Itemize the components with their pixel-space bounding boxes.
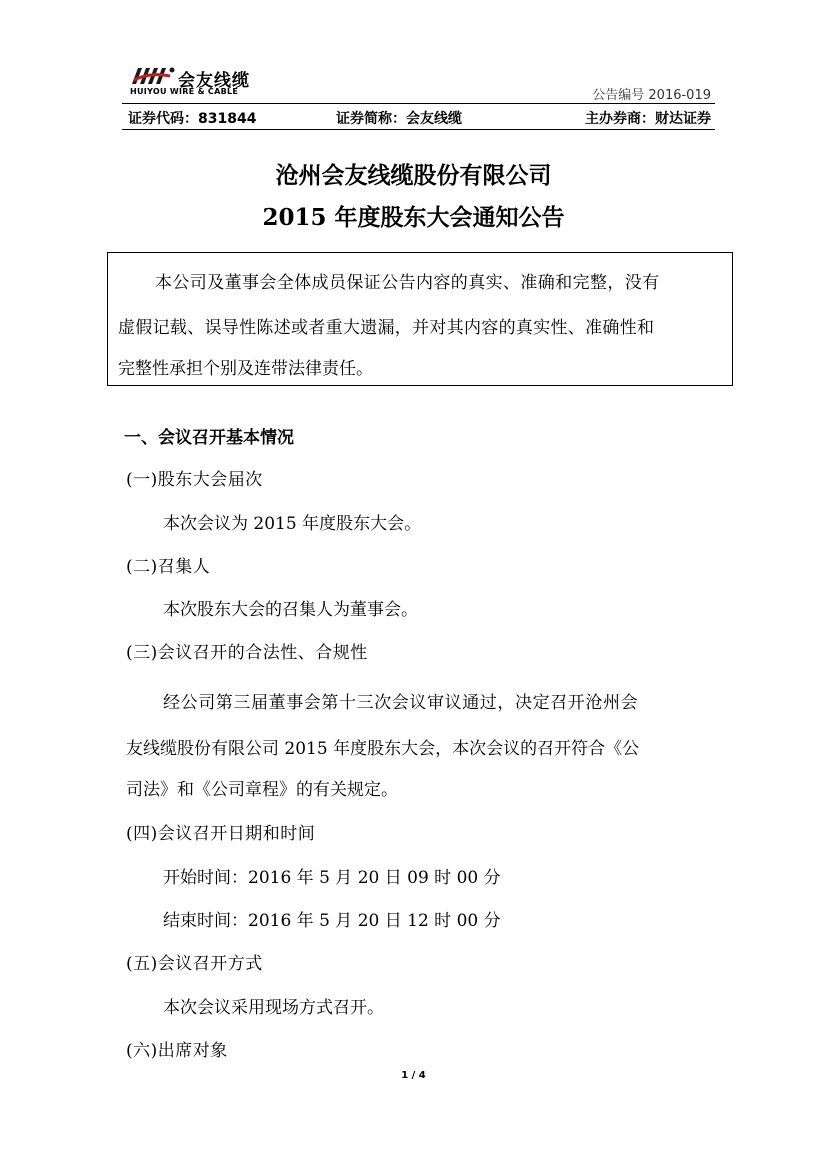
subsection-title: (二)召集人 (126, 557, 211, 577)
section-heading: 一、会议召开基本情况 (124, 428, 294, 448)
header-divider-bottom (122, 129, 715, 130)
subsection-title: (三)会议召开的合法性、合规性 (126, 643, 368, 663)
paragraph: 本次股东大会的召集人为董事会。 (163, 600, 418, 620)
document-title-company: 沧州会友线缆股份有限公司 (275, 162, 552, 189)
paragraph: 经公司第三届董事会第十三次会议审议通过，决定召开沧州会 (163, 693, 639, 713)
disclaimer-line: 本公司及董事会全体成员保证公告内容的真实、准确和完整，没有 (155, 273, 660, 293)
logo-name-cn: 会友线缆 (178, 71, 250, 91)
paragraph-continued: 友线缆股份有限公司 2015 年度股东大会，本次会议的召开符合《公 (126, 739, 640, 759)
announcement-number: 公告编号 2016-019 (592, 88, 711, 103)
subsection-title: (五)会议召开方式 (126, 954, 263, 974)
logo-name-en: HUIYOU WIRE & CABLE (130, 87, 239, 96)
subsection-title: (四)会议召开日期和时间 (126, 824, 316, 844)
sponsor-broker: 主办券商：财达证券 (585, 111, 711, 127)
subsection-title: (一)股东大会届次 (126, 470, 263, 490)
paragraph: 本次会议采用现场方式召开。 (163, 998, 384, 1018)
paragraph: 本次会议为 2015 年度股东大会。 (163, 514, 422, 534)
page-number: 1 / 4 (401, 1070, 426, 1081)
paragraph-continued: 司法》和《公司章程》的有关规定。 (126, 780, 398, 800)
end-time: 结束时间：2016 年 5 月 20 日 12 时 00 分 (163, 911, 501, 931)
start-time: 开始时间：2016 年 5 月 20 日 09 时 00 分 (163, 868, 501, 888)
header-divider-top (122, 103, 715, 104)
disclaimer-line: 虚假记载、误导性陈述或者重大遗漏，并对其内容的真实性、准确性和 (118, 318, 655, 338)
company-logo (130, 64, 290, 98)
subsection-title: (六)出席对象 (126, 1041, 228, 1061)
securities-code: 证券代码：831844 (128, 111, 257, 127)
disclaimer-line: 完整性承担个别及连带法律责任。 (118, 359, 373, 379)
document-title-notice: 2015 年度股东大会通知公告 (262, 204, 565, 231)
logo-mark-icon (130, 64, 176, 86)
securities-abbreviation: 证券简称：会友线缆 (336, 111, 462, 127)
